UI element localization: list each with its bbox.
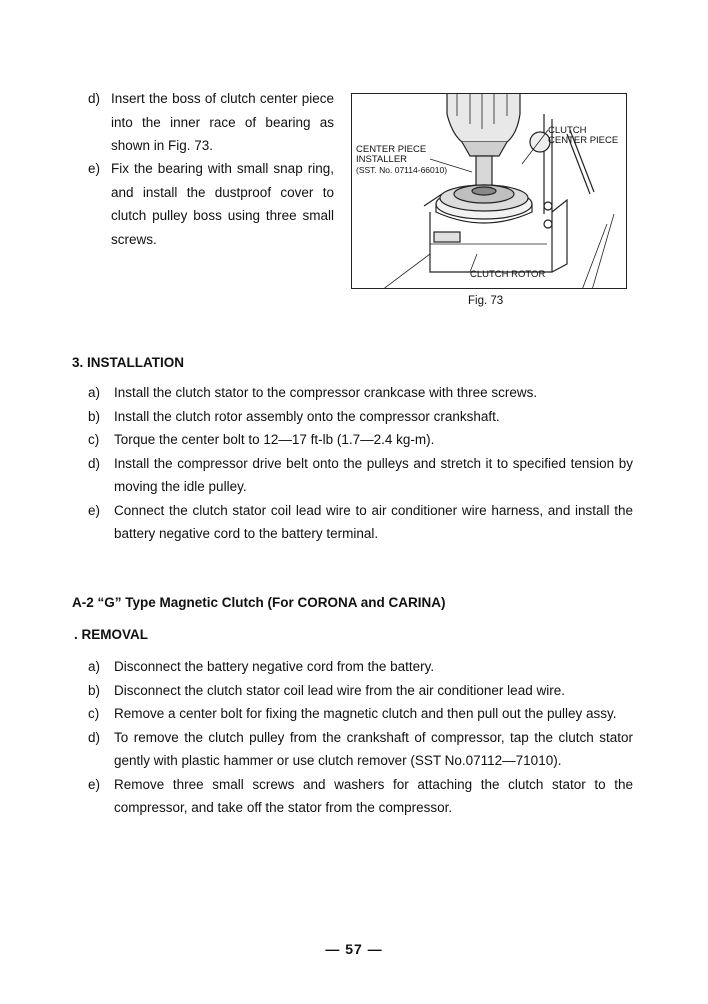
- step-text: Torque the center bolt to 12—17 ft-lb (1.7—2.4 kg-m).: [114, 432, 435, 447]
- callout-text: (SST. No. 07114-66010): [356, 165, 448, 175]
- step-text: Install the clutch rotor assembly onto the compressor crankshaft.: [114, 408, 500, 424]
- page-number: — 57 —: [325, 941, 383, 957]
- step-label: d): [88, 91, 101, 106]
- step-label: a): [88, 385, 101, 400]
- step-d-insert-boss: [88, 87, 334, 158]
- callout-center-piece-installer: [356, 145, 447, 175]
- callout-text: CLUTCH: [548, 125, 587, 136]
- removal-heading: . REMOVAL: [74, 627, 148, 642]
- list-item: [88, 679, 633, 703]
- step-text: To remove the clutch pulley from the crankshaft of compressor, tap the clutch stator gently with plastic hammer or use clutch remover (SST No.07112—71010).: [114, 729, 633, 768]
- list-item: [88, 655, 633, 679]
- list-item: [88, 702, 633, 726]
- list-item: [88, 452, 633, 499]
- callout-text: CENTER PIECE: [548, 135, 619, 146]
- callout-clutch-rotor: CLUTCH ROTOR: [470, 269, 546, 280]
- callout-text: INSTALLER: [356, 154, 408, 165]
- step-text: Disconnect the clutch stator coil lead wire from the air conditioner lead wire.: [114, 682, 565, 698]
- step-text: Install the compressor drive belt onto the pulleys and stretch it to specified tension by moving the idle pulley.: [114, 455, 633, 494]
- figure-caption: Fig. 73: [468, 295, 504, 307]
- step-text: Disconnect the battery negative cord from the battery.: [114, 659, 435, 674]
- step-e-fix-bearing: [88, 157, 334, 251]
- section-g-type-heading: A-2 “G” Type Magnetic Clutch (For CORONA and CARINA): [72, 595, 446, 610]
- clutch-installer-drawing: [352, 94, 627, 289]
- figure-73-illustration: [351, 93, 627, 289]
- step-text: Fix the bearing with small snap ring, and install the dustproof cover to clutch pulley boss using three small screws.: [111, 161, 334, 247]
- list-item: [88, 726, 633, 773]
- step-label: c): [88, 706, 100, 721]
- step-label: e): [88, 502, 101, 518]
- removal-steps: [88, 655, 633, 820]
- installation-heading: 3. INSTALLATION: [72, 355, 184, 370]
- step-text: Install the clutch stator to the compressor crankcase with three screws.: [114, 385, 538, 400]
- list-item: [88, 381, 633, 405]
- installation-steps: [88, 381, 633, 546]
- step-label: c): [88, 432, 100, 447]
- step-label: e): [88, 161, 101, 176]
- list-item: [88, 499, 633, 546]
- callout-clutch-center-piece: [548, 126, 618, 146]
- step-label: b): [88, 408, 101, 424]
- callout-text: CENTER PIECE: [356, 144, 427, 155]
- step-text: Remove a center bolt for fixing the magnetic clutch and then pull out the pulley assy.: [114, 706, 617, 721]
- step-text: Insert the boss of clutch center piece into the inner race of bearing as shown in Fig. 73.: [111, 91, 334, 153]
- list-item: [88, 428, 633, 452]
- step-label: e): [88, 776, 101, 792]
- step-text: Remove three small screws and washers for attaching the clutch stator to the compressor, and take off the stator from the compressor.: [114, 776, 633, 815]
- step-label: d): [88, 455, 101, 471]
- step-text: Connect the clutch stator coil lead wire to air conditioner wire harness, and install the battery negative cord to the battery terminal.: [114, 502, 633, 541]
- step-label: d): [88, 729, 101, 745]
- step-label: a): [88, 659, 101, 674]
- step-label: b): [88, 682, 101, 698]
- list-item: [88, 773, 633, 820]
- list-item: [88, 405, 633, 429]
